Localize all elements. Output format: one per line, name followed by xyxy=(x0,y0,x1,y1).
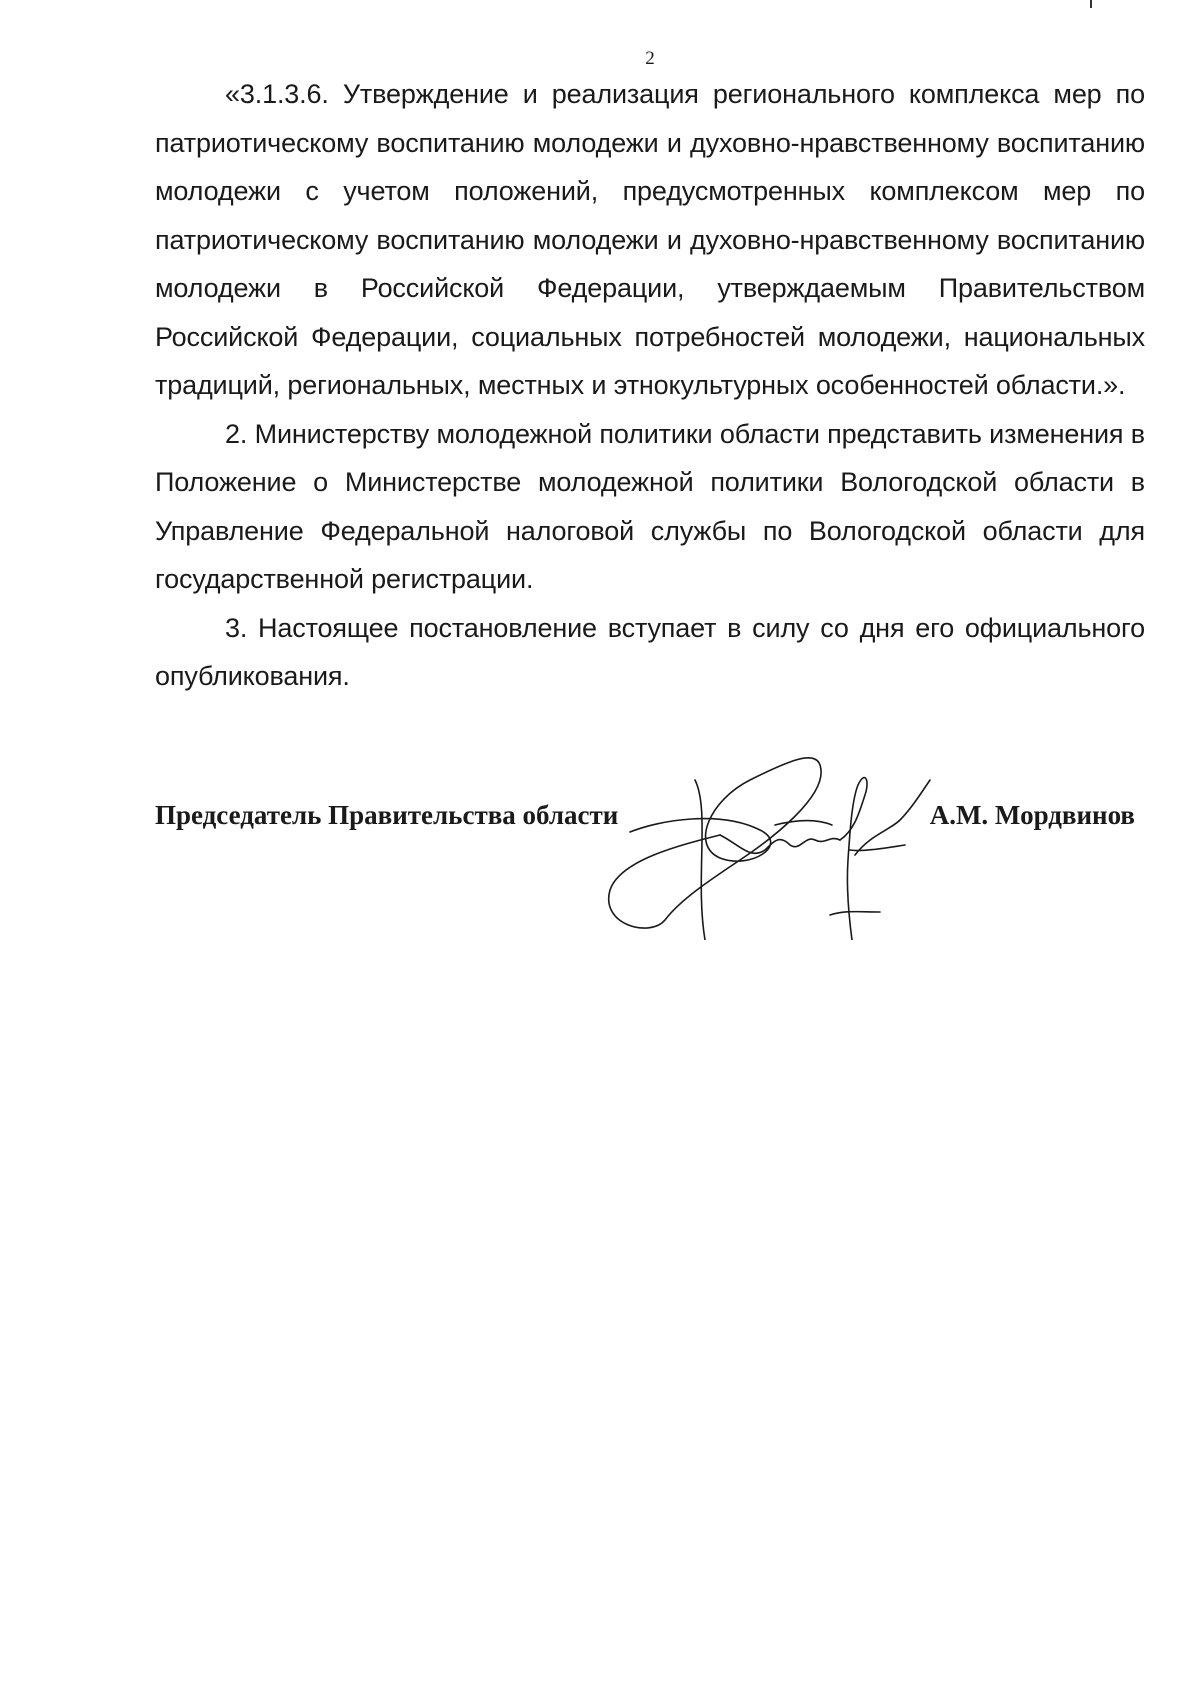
signatory-title: Председатель Правительства области xyxy=(155,800,619,830)
paragraph-3-1-3-6: «3.1.3.6. Утверждение и реализация регионального комплекса мер по патриотическому воспитанию молодежи и духовно-нравственному воспитанию молодежи с учетом положений, предусмотренных комплексом мер по патриотическому воспитанию молодежи и духовно-нравственному воспитанию молодежи в Российской Федерации, утверждаемым Правительством Российской Федерации, социальных потребностей молодежи, национальных традиций, региональных, местных и этнокультурных особенностей области.». xyxy=(155,79,1145,400)
corner-mark xyxy=(1090,0,1092,8)
paragraph-2: 2. Министерству молодежной политики области представить изменения в Положение о Министерстве молодежной политики Вологодской области в Управление Федеральной налоговой службы по Вологодской области для государственной регистрации. xyxy=(155,418,1145,594)
document-body xyxy=(155,70,1145,701)
paragraph-3: 3. Настоящее постановление вступает в силу со дня его официального опубликования. xyxy=(155,612,1145,691)
handwritten-signature xyxy=(600,740,940,940)
page-number: 2 xyxy=(645,48,655,69)
signatory-name: А.М. Мордвинов xyxy=(929,800,1135,830)
